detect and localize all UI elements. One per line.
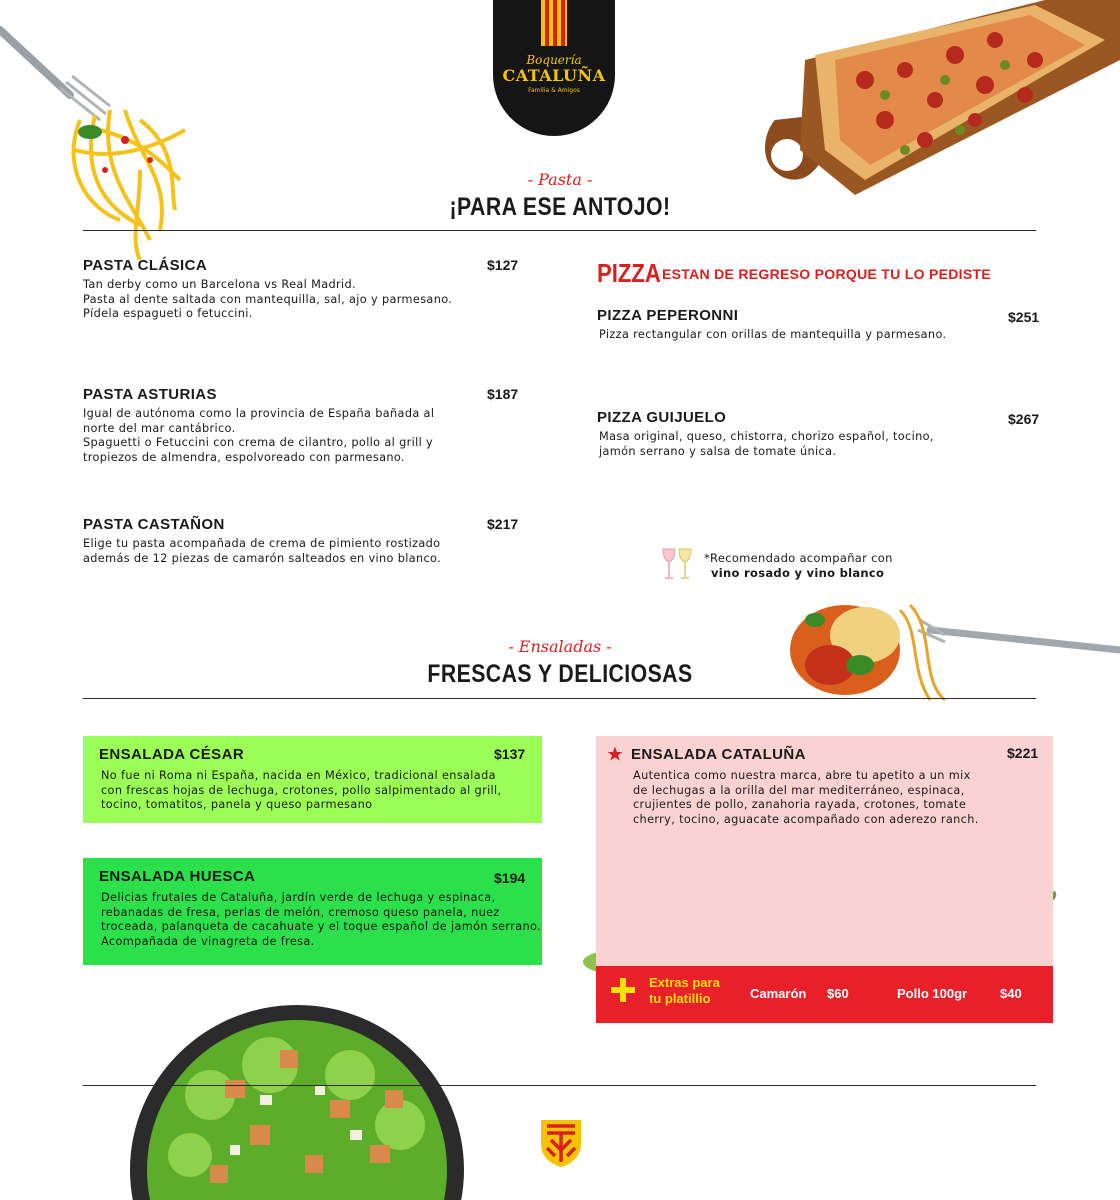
star-icon [607,746,623,762]
extra-price: $40 [1000,986,1022,1001]
extras-label: Extras para tu platillio [649,975,720,1006]
item-price: $267 [1008,411,1040,427]
logo-name: CATALUÑA [502,66,606,85]
fork-spaghetti-image [0,10,200,260]
salad-section-script: - Ensaladas - [508,637,612,656]
item-name: PASTA CASTAÑON [83,516,225,533]
item-price: $221 [1007,745,1039,761]
menu-item-pizza-peperonni [597,307,1040,343]
pizza-heading: PIZZA [597,258,661,288]
item-price: $217 [487,516,519,532]
footer-divider [83,1085,1036,1086]
item-description: Igual de autónoma como la provincia de España bañada al norte del mar cantábrico. Spaguetti o Fetuccini con crema de cilantro, pollo al grill y tropiezos de almendra, espolvoreado con parmesano. [83,407,435,464]
item-name: ENSALADA CATALUÑA [631,746,806,763]
pizza-tagline: ESTAN DE REGRESO PORQUE TU LO PEDISTE [662,266,991,282]
brand-logo[interactable] [493,0,615,136]
item-price: $194 [494,870,526,886]
item-description: Tan derby como un Barcelona vs Real Madrid. Pasta al dente saltada con mantequilla, sal, ajo y parmesano. Pídela espagueti o fetuccini. [83,278,453,320]
wine-note-line1: *Recomendado acompañar con [704,551,893,565]
menu-item-ensalada-cataluna [596,736,1053,966]
pasta-section-headline: ¡PARA ESE ANTOJO! [449,193,671,221]
extra-name: Camarón [750,986,807,1001]
item-description: Delicias frutales de Cataluña, jardín verde de lechuga y espinaca, rebanadas de fresa, perlas de melón, cremoso queso panela, nuez troceada, palanqueta de cacahuate y el toque español de jamón serrano. Acompañada de vinagreta de fresa. [101,891,541,948]
item-name: ENSALADA CÉSAR [99,746,245,763]
item-price: $127 [487,257,519,273]
extra-name: Pollo 100gr [897,986,968,1001]
item-name: PASTA CLÁSICA [83,257,208,274]
salad-section-headline: FRESCAS Y DELICIOSAS [427,660,693,688]
item-name: ENSALADA HUESCA [99,868,256,885]
pasta-section-script: - Pasta - [527,170,593,189]
menu-item-pizza-guijuelo [597,409,1040,459]
item-name: PIZZA GUIJUELO [597,409,727,426]
item-name: PASTA ASTURIAS [83,386,217,403]
item-description: Elige tu pasta acompañada de crema de pimiento rostizado además de 12 piezas de camarón salteados en vino blanco. [83,537,442,565]
plus-icon [611,978,635,1002]
item-description: Autentica como nuestra marca, abre tu apetito a un mix de lechugas a la orilla del mar mediterráneo, espinaca, crujientes de pollo, zanahoria rayada, crotones, tomate cherry, tocino, aguacate acompañado con aderezo ranch. [633,769,979,826]
item-price: $187 [487,386,519,402]
extras-bar [596,966,1053,1023]
item-description: Pizza rectangular con orillas de mantequilla y parmesano. [599,328,947,341]
logo-script: Boquería [526,53,582,67]
section-divider [83,230,1036,231]
section-divider [83,698,1036,699]
extra-price: $60 [827,986,849,1001]
wine-note-line2: vino rosado y vino blanco [711,566,885,580]
brand-emblem-icon [539,1118,583,1168]
wine-glasses-icon [660,546,696,582]
item-price: $251 [1008,309,1040,325]
flag-icon [541,0,567,46]
salad-bowl-image [130,1005,465,1200]
menu-item-pasta-clasica [83,257,523,322]
item-price: $137 [494,746,526,762]
item-description: No fue ni Roma ni España, nacida en México, tradicional ensalada con frescas hojas de lechuga, crotones, pollo salpimentado al grill, tocino, tomatitos, panela y queso parmesano [101,769,502,811]
pizza-board-image [745,0,1120,200]
menu-item-pasta-asturias [83,386,523,465]
menu-item-ensalada-huesca [83,858,542,965]
menu-item-ensalada-cesar [83,736,542,823]
logo-tagline: Familia & Amigos [528,87,580,94]
item-description: Masa original, queso, chistorra, chorizo español, tocino, jamón serrano y salsa de tomate única. [599,430,934,458]
item-name: PIZZA PEPERONNI [597,307,739,324]
fork-chicken-pasta-image [770,590,1120,720]
menu-item-pasta-castanon [83,516,523,566]
